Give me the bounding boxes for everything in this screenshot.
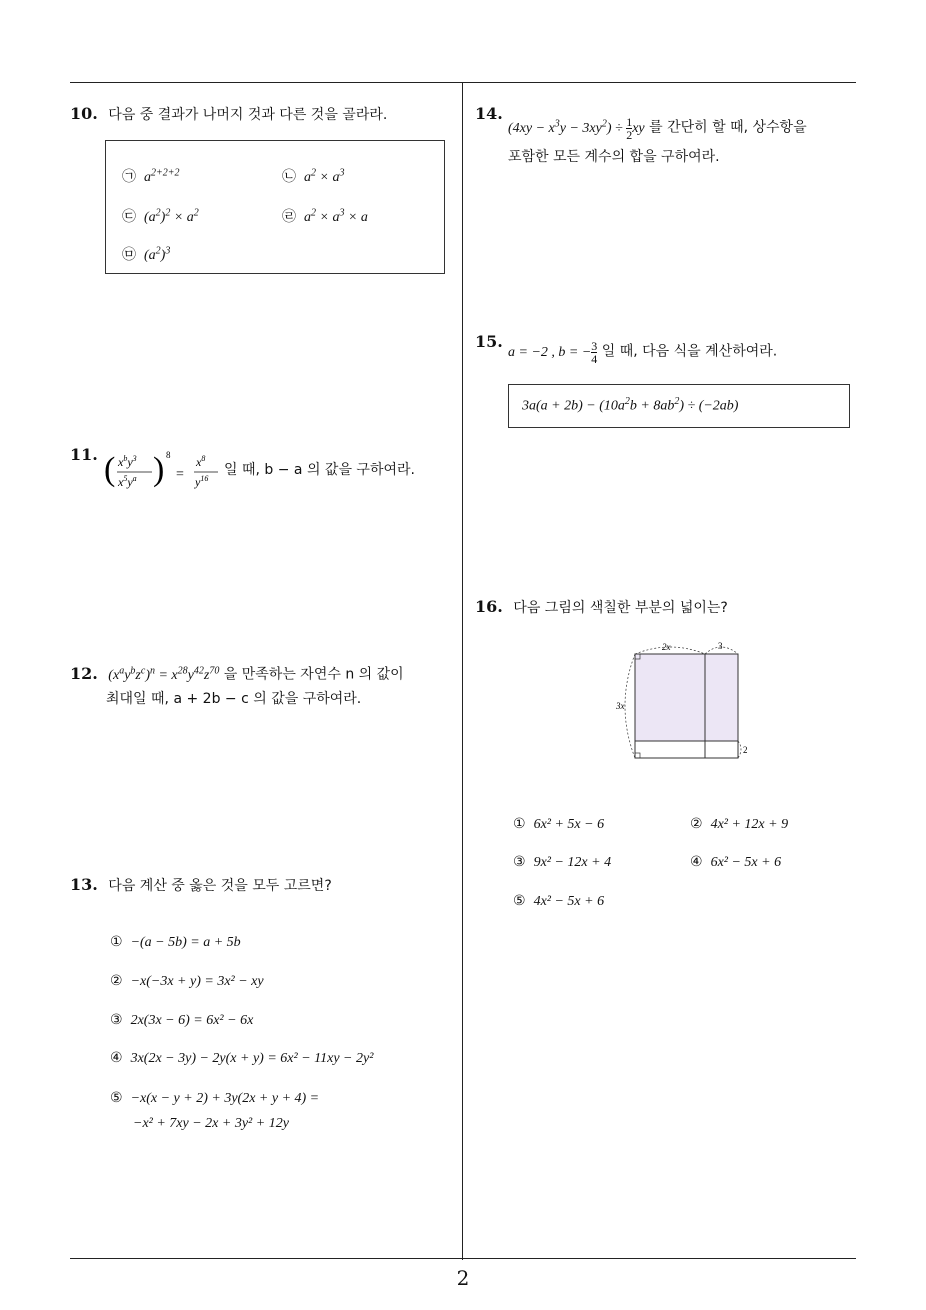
question-12: [70, 660, 404, 687]
question-16: [475, 596, 728, 619]
exponent: 8: [166, 450, 171, 460]
option-expr: $a^{2+2+2}$: [144, 167, 180, 185]
paren-right: ): [153, 451, 165, 488]
option-2[interactable]: [110, 973, 264, 990]
question-text: 다음 그림의 색칠한 부분의 넓이는?: [513, 600, 728, 616]
question-11: [70, 444, 104, 467]
option-1[interactable]: [110, 934, 241, 951]
question-text: 을 만족하는 자연수 n 의 값이: [223, 666, 404, 683]
option-mark: ⑤: [513, 893, 526, 909]
numerator: $x^by^3$: [118, 454, 137, 469]
option-expr: $a^2 \times a^3 \times a$: [304, 207, 368, 225]
question-number: 11.: [70, 445, 98, 464]
question-15: [475, 331, 509, 354]
option-mark: ④: [110, 1050, 123, 1066]
option-mark: ⑤: [110, 1090, 123, 1106]
question-text: 포함한 모든 계수의 합을 구하여라.: [508, 149, 720, 165]
label-top-right: 3: [718, 641, 723, 651]
label-right: 2: [743, 745, 748, 755]
question-expr: $(4xy - x^3y - 3xy^2)$ ÷ $\frac{1}{2}$ xy: [508, 114, 645, 142]
option-expr: 6x² + 5x − 6: [533, 817, 605, 832]
expression-box: [508, 384, 850, 428]
page-number: 2: [456, 1266, 470, 1290]
question-14-line1: [508, 113, 807, 141]
option-mark: ②: [110, 973, 123, 989]
area-figure: [610, 638, 760, 766]
option-mark: ㉠: [122, 169, 136, 185]
question-10: [70, 103, 387, 126]
option-mark: ①: [110, 934, 123, 950]
box-expr: $3a(a + 2b) - (10a^2b + 8ab^2) \div (-2ab)$: [522, 396, 739, 414]
question-text: 일 때, b − a 의 값을 구하여라.: [224, 462, 415, 478]
question-text: 를 간단히 할 때, 상수항을: [649, 119, 807, 136]
option-mark: ④: [690, 854, 703, 870]
option-5[interactable]: [110, 1090, 319, 1107]
option-3[interactable]: [122, 206, 199, 226]
question-14: [475, 103, 509, 126]
option-mark: ㉡: [282, 169, 296, 185]
question-text: 일 때, 다음 식을 계산하여라.: [601, 343, 778, 360]
option-expr: −x(−3x + y) = 3x² − xy: [130, 974, 264, 989]
question-number: 12.: [70, 663, 98, 683]
option-4[interactable]: [110, 1050, 373, 1067]
shaded-region: [635, 654, 738, 741]
option-3[interactable]: [110, 1012, 253, 1029]
question-15-line: [508, 340, 777, 365]
question-number: 14.: [475, 104, 503, 123]
option-mark: ㉤: [122, 247, 136, 263]
option-expr: 6x² − 5x + 6: [710, 855, 782, 870]
option-mark: ③: [110, 1012, 123, 1028]
option-mark: ㉢: [122, 209, 136, 225]
rhs-denominator: $y^{16}$: [195, 474, 209, 489]
option-expr: 4x² + 12x + 9: [710, 817, 789, 832]
option-4[interactable]: [282, 206, 368, 226]
option-mark: ①: [513, 816, 526, 832]
question-12-line2: [106, 688, 361, 710]
option-2[interactable]: [282, 166, 344, 186]
option-expr: −x² + 7xy − 2x + 3y² + 12y: [133, 1116, 289, 1131]
option-expr: 2x(3x − 6) = 6x² − 6x: [130, 1013, 254, 1028]
option-expr: −x(x − y + 2) + 3y(2x + y + 4) =: [130, 1091, 320, 1106]
label-left: 3x: [616, 701, 625, 711]
question-11-text: [224, 459, 415, 481]
bottom-rule: [70, 1258, 856, 1259]
option-5[interactable]: [122, 244, 170, 264]
option-mark: ㉣: [282, 209, 296, 225]
option-5-line2: [133, 1116, 289, 1132]
question-number: 15.: [475, 332, 503, 351]
question-expr: a = −2 , b = − $\frac{3}{4}$: [508, 339, 598, 366]
rhs-numerator: $x^8$: [196, 454, 206, 469]
brace-left: [625, 654, 635, 758]
question-13: [70, 874, 332, 897]
question-number: 10.: [70, 104, 98, 123]
right-angle-mark: [635, 753, 640, 758]
question-text: 다음 계산 중 옳은 것을 모두 고르면?: [108, 878, 332, 894]
fraction-expression: [104, 446, 224, 496]
option-5[interactable]: [513, 893, 604, 910]
option-mark: ②: [690, 816, 703, 832]
column-divider: [462, 82, 463, 1260]
option-expr: 4x² − 5x + 6: [533, 894, 605, 909]
question-expr: $(x^ay^bz^c)^n = x^{28}y^{42}z^{70}$: [108, 665, 220, 683]
option-3[interactable]: [513, 854, 611, 871]
top-rule: [70, 82, 856, 83]
equals: =: [176, 467, 184, 482]
label-top-left: 2x: [662, 642, 671, 652]
denominator: $x^5y^a$: [118, 474, 137, 489]
option-mark: ③: [513, 854, 526, 870]
option-expr: $(a^2)^2 \times a^2$: [144, 207, 199, 225]
option-2[interactable]: [690, 816, 788, 833]
question-14-line2: [508, 146, 720, 168]
option-expr: $a^2 \times a^3$: [304, 167, 345, 185]
paren-left: (: [104, 451, 116, 488]
question-text: 최대일 때, a + 2b − c 의 값을 구하여라.: [106, 691, 362, 707]
option-4[interactable]: [690, 854, 781, 871]
option-expr: 9x² − 12x + 4: [533, 855, 612, 870]
question-text: 다음 중 결과가 나머지 것과 다른 것을 골라라.: [108, 107, 388, 123]
option-1[interactable]: [513, 816, 604, 833]
option-expr: −(a − 5b) = a + 5b: [130, 935, 241, 950]
option-1[interactable]: [122, 166, 180, 186]
option-expr: $(a^2)^3$: [144, 245, 171, 263]
question-number: 16.: [475, 597, 503, 616]
option-expr: 3x(2x − 3y) − 2y(x + y) = 6x² − 11xy − 2y²: [130, 1051, 374, 1066]
question-number: 13.: [70, 875, 98, 894]
